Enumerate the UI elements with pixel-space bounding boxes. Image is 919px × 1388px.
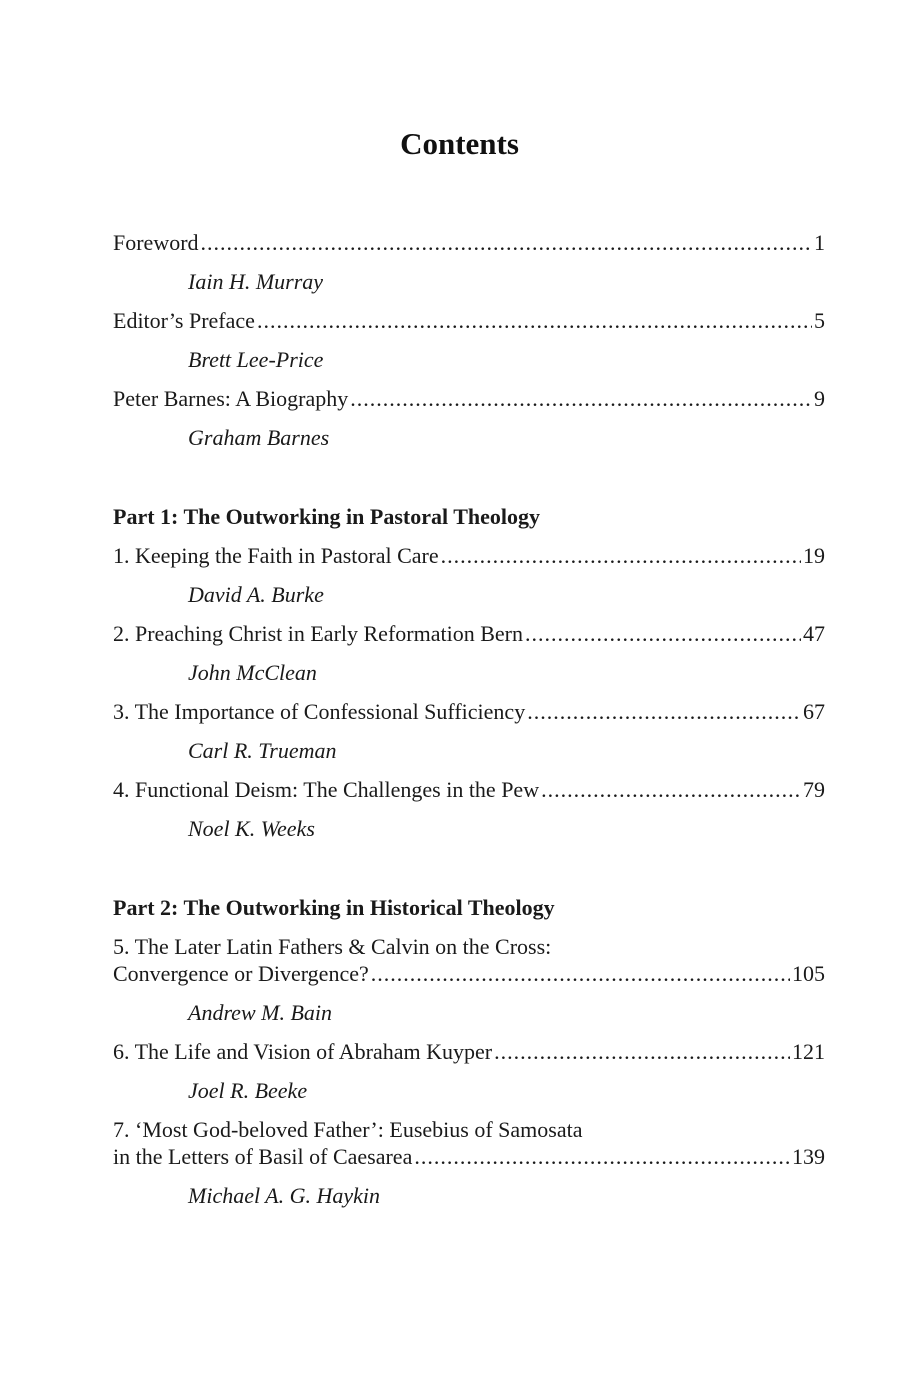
toc-page-number: 121 [792,1039,825,1064]
toc-entry-title: Editor’s Preface [113,308,255,333]
toc-entry-chapter-1 [113,541,825,571]
toc-entry-chapter-2 [113,619,825,649]
toc-entry-title: Convergence or Divergence? [113,961,369,986]
toc-entry-title: 6. The Life and Vision of Abraham Kuyper [113,1039,493,1064]
toc-entry-foreword [113,228,825,258]
toc-entry-title: Peter Barnes: A Biography [113,386,349,411]
toc-entry-title-line: 7. ‘Most God-beloved Father’: Eusebius of Samosata [113,1117,583,1142]
dot-leader [527,697,801,727]
dot-leader [371,959,790,989]
dot-leader [414,1142,790,1172]
dot-leader [525,619,801,649]
toc-entry-chapter-5 [113,959,825,989]
toc-entry-author: Iain H. Murray [188,269,324,294]
toc-entry-title: 2. Preaching Christ in Early Reformation Bern [113,621,523,646]
dot-leader [441,541,801,571]
toc-entry-chapter-4 [113,775,825,805]
toc-entry-title: 1. Keeping the Faith in Pastoral Care [113,543,439,568]
toc-entry-author: Brett Lee-Price [188,347,324,372]
toc-entry-chapter-3 [113,697,825,727]
toc-page-number: 5 [814,308,825,333]
toc-entry-author: Michael A. G. Haykin [188,1183,381,1208]
dot-leader [201,228,812,258]
toc-entry-title: in the Letters of Basil of Caesarea [113,1144,413,1169]
toc-page-number: 67 [803,699,825,724]
toc-entry-title: 4. Functional Deism: The Challenges in the Pew [113,777,540,802]
dot-leader [494,1037,790,1067]
toc-entry-biography [113,384,825,414]
toc-entry-title: 3. The Importance of Confessional Sufficiency [113,699,526,724]
part-heading: Part 2: The Outworking in Historical Theology [113,895,555,920]
toc-entry-author: Andrew M. Bain [188,1000,332,1025]
toc-entry-chapter-7 [113,1142,825,1172]
page-title: Contents [400,126,519,161]
toc-page-number: 139 [792,1144,825,1169]
toc-page-number: 47 [803,621,825,646]
toc-entry-title-line: 5. The Later Latin Fathers & Calvin on the Cross: [113,934,552,959]
dot-leader [350,384,812,414]
toc-entry-author: Joel R. Beeke [188,1078,308,1103]
toc-page-number: 9 [814,386,825,411]
toc-page-number: 105 [792,961,825,986]
toc-entry-title: Foreword [113,230,199,255]
part-heading: Part 1: The Outworking in Pastoral Theology [113,504,540,529]
toc-entry-author: Carl R. Trueman [188,738,337,763]
toc-entry-author: John McClean [188,660,317,685]
toc-page-number: 19 [803,543,825,568]
toc-entry-author: David A. Burke [188,582,324,607]
toc-page-number: 1 [814,230,825,255]
dot-leader [541,775,801,805]
toc-entry-chapter-6 [113,1037,825,1067]
toc-page-number: 79 [803,777,825,802]
toc-entry-author: Noel K. Weeks [188,816,315,841]
toc-entry-editors-preface [113,306,825,336]
dot-leader [257,306,812,336]
toc-entry-author: Graham Barnes [188,425,330,450]
